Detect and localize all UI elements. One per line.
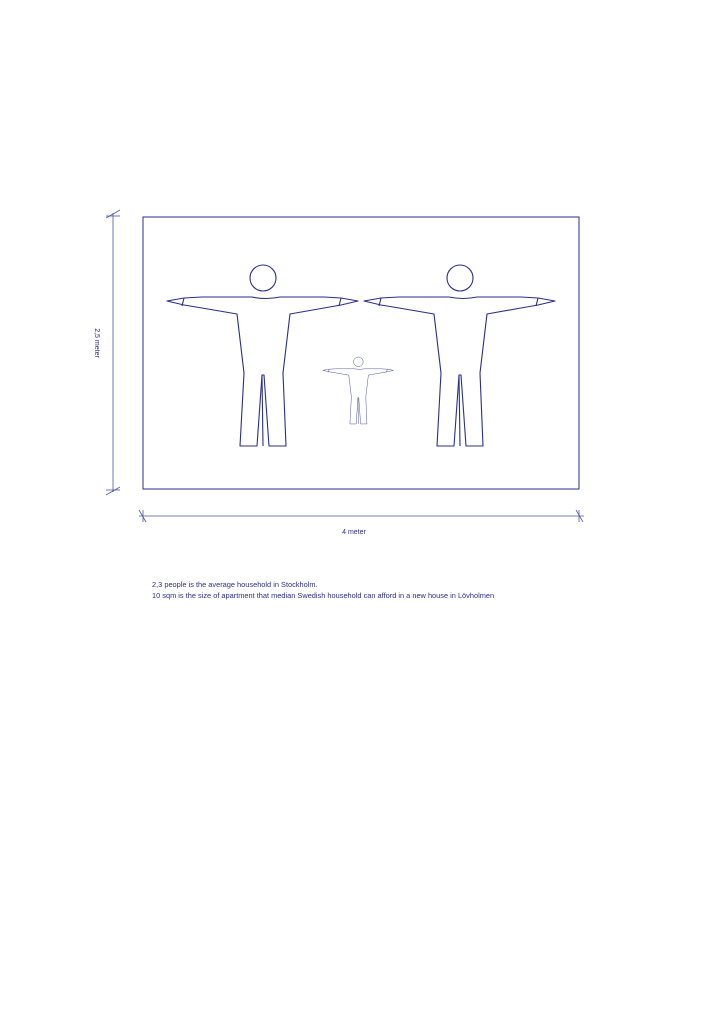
height-dimension-line bbox=[106, 210, 120, 495]
caption-line-apartment-size: 10 sqm is the size of apartment that median Swedish household can afford in a new house in Lövholmen bbox=[152, 591, 495, 600]
caption bbox=[152, 579, 494, 601]
child-figure bbox=[323, 357, 394, 424]
caption-line-household: 2,3 people is the average household in Stockholm. bbox=[152, 580, 318, 589]
width-dimension-line bbox=[139, 510, 584, 522]
apartment-outline bbox=[143, 217, 579, 489]
width-label: 4 meter bbox=[342, 529, 366, 536]
height-label: 2,5 meter bbox=[93, 328, 100, 358]
adult-figure-left bbox=[167, 265, 358, 446]
adult-figure-right bbox=[364, 265, 555, 446]
